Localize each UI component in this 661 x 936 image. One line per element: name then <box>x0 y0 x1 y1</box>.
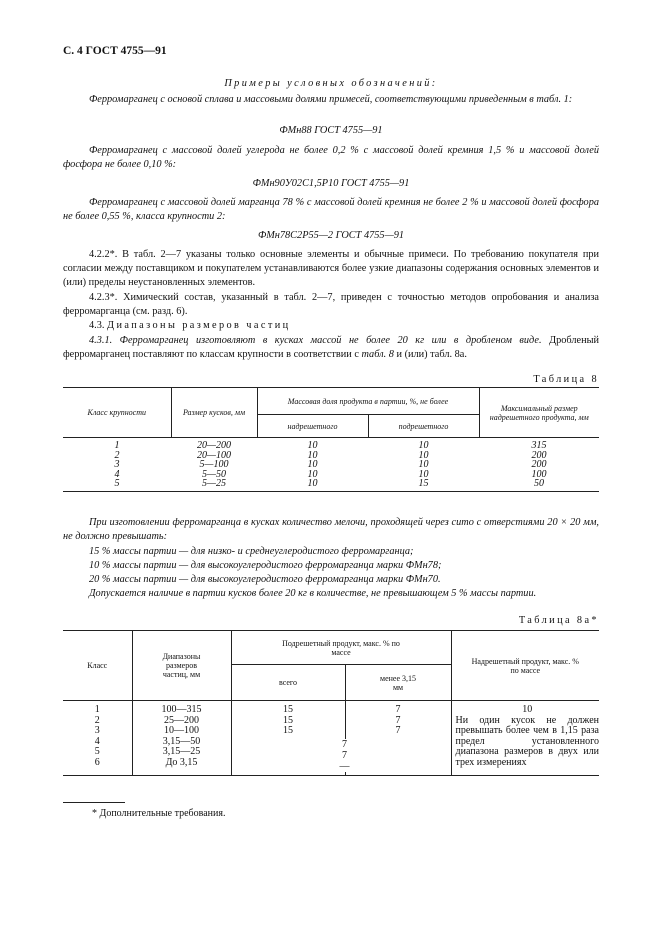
footnote: * Дополнительные требования. <box>92 808 226 819</box>
designation-1: ФМн88 ГОСТ 4755—91 <box>279 125 383 136</box>
t8a-col-total: 15 15 15 <box>283 704 293 736</box>
fines-limit-2: 10 % массы партии — для высокоуглеродистого ферромарганца марки ФМн78; <box>89 560 442 571</box>
section-4-3-heading: 4.3. Диапазоны размеров частиц <box>89 320 291 331</box>
section-4-3-1: 4.3.1. Ферромарганец изготовляют в кусках массой не более 20 кг или в дробленом виде. Дробленый ферромарганец поставляют по классам крупности в соответствии с табл. 8 и (или) табл. 8а. <box>63 335 600 360</box>
example-text-1: Ферромарганец с основой сплава и массовыми долями примесей, соответствующими приведенным в табл. 1: <box>89 94 573 105</box>
page-header: С. 4 ГОСТ 4755—91 <box>63 45 167 57</box>
t8-header-over: надрешетного <box>257 415 368 438</box>
t8a-header-under: Подрешетный продукт, макс. % по массе <box>231 631 451 665</box>
t8-header-class: Класс крупности <box>63 388 171 438</box>
t8-col-over: 10 10 10 10 10 <box>307 440 318 490</box>
t8a-header-total: всего <box>231 665 345 701</box>
t8-header-size: Размер кусков, мм <box>171 388 257 438</box>
fines-oversize: Допускается наличие в партии кусков более 20 кг в количестве, не превышающем 5 % массы партии. <box>89 588 537 599</box>
t8a-col-range: 100—315 25—200 10—100 3,15—50 3,15—25 До 3,15 <box>161 704 202 768</box>
t8-header-max: Максимальный размер надрешетного продукта, мм <box>479 388 599 438</box>
examples-heading: Примеры условных обозначений: <box>224 78 438 89</box>
t8-col-class: 1 2 3 4 5 <box>114 440 120 490</box>
t8-col-max: 315 200 200 100 50 <box>531 440 547 490</box>
t8a-header-less: менее 3,15 мм <box>345 665 451 701</box>
t8a-less-lower: 7 7 — <box>339 739 350 772</box>
t8-header-under: подрешетного <box>368 415 479 438</box>
t8a-col-class: 1 2 3 4 5 6 <box>94 704 100 768</box>
section-4-2-3: 4.2.3*. Химический состав, указанный в табл. 2—7, приведен с точностью методов опробования и анализа ферромарганца (см. разд. 6). <box>63 292 599 317</box>
t8a-header-range: Диапазоны размеров частиц, мм <box>132 631 231 701</box>
table-8 <box>63 387 599 492</box>
t8-col-under: 10 10 10 10 15 <box>418 440 429 490</box>
t8-col-size: 20—200 20—100 5—100 5—50 5—25 <box>197 440 231 490</box>
section-4-2-2: 4.2.2*. В табл. 2—7 указаны только основные элементы и обычные примеси. По требованию покупателя при согласии между поставщиком и покупателем устанавливаются более узкие диапазоны содержания основных элементов и (или) пределы неустановленных элементов. <box>63 249 599 288</box>
t8a-over-note: Ни один кусок не должен превышать более чем в 1,15 раза предел установленного диапазона размеров в двух или трех измерениях <box>455 714 599 768</box>
fines-text: При изготовлении ферромарганца в кусках количество мелочи, проходящей через сито с отверстиями 20 × 20 мм, не должно превышать: <box>63 517 599 542</box>
footnote-divider <box>63 802 125 803</box>
fines-limit-1: 15 % массы партии — для низко- и среднеуглеродистого ферромарганца; <box>89 546 414 557</box>
t8a-header-over: Надрешетный продукт, макс. % по массе <box>451 631 599 701</box>
t8a-header-class: Класс <box>63 631 132 701</box>
designation-2: ФМн90У02С1,5Р10 ГОСТ 4755—91 <box>252 178 410 189</box>
t8a-col-less: 7 7 7 <box>395 704 401 736</box>
example-text-3: Ферромарганец с массовой долей марганца 78 % с массовой долей кремния не более 2 % и массовой долей фосфора не более 0,55 %, класса крупности 2: <box>63 197 599 222</box>
t8a-over-value: 10 <box>522 704 533 715</box>
table-8-caption: Таблица 8 <box>533 374 599 385</box>
fines-limit-3: 20 % массы партии — для высокоуглеродистого ферромарганца марки ФМн70. <box>89 574 441 585</box>
designation-3: ФМн78С2Р55—2 ГОСТ 4755—91 <box>257 230 405 241</box>
table-8a-caption: Таблица 8а* <box>518 615 599 626</box>
example-text-2: Ферромарганец с массовой долей углерода не более 0,2 % с массовой долей кремния 1,5 % и массовой долей фосфора не более 0,10 %: <box>63 145 599 170</box>
t8-header-mass: Массовая доля продукта в партии, %, не более <box>257 388 479 415</box>
table-8a <box>63 630 599 776</box>
